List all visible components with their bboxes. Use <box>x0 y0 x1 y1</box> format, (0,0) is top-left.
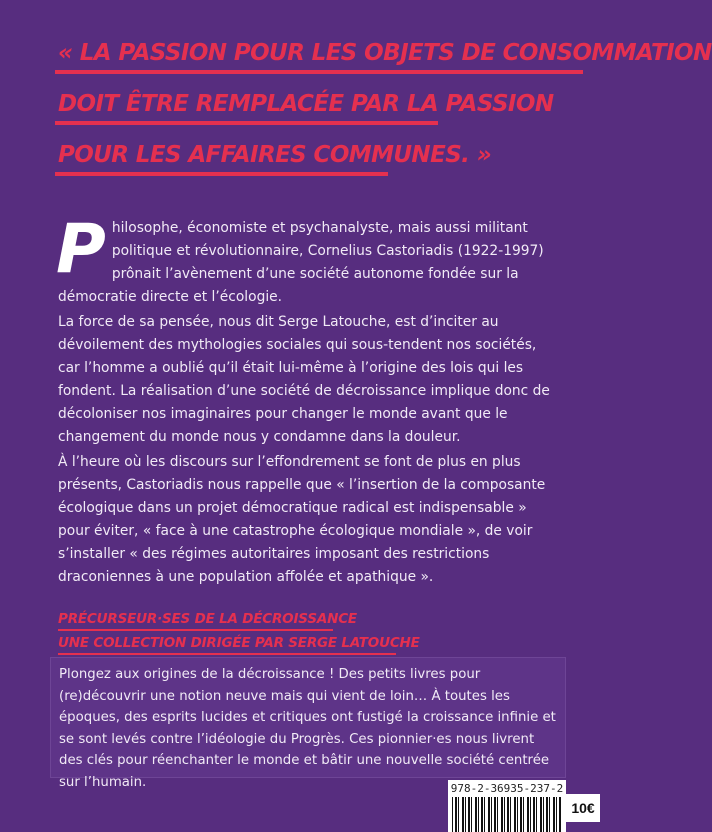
quote-line-3: POUR LES AFFAIRES COMMUNES. » <box>55 140 388 176</box>
quote-line-2: DOIT ÊTRE REMPLACÉE PAR LA PASSION <box>55 89 438 125</box>
quote-line-1: « LA PASSION POUR LES OBJETS DE CONSOMMATION <box>55 38 583 74</box>
drop-cap: P <box>56 210 106 289</box>
collection-blurb: Plongez aux origines de la décroissance ! Des petits livres pour (re)découvrir une notion neuve mais qui vient de loin… À toutes les époques, des esprits lucides et critiques ont fustigé la croissance infinie et se sont levés contre l’idéologie du Progrès. Ces pionnier·es nous livrent des clés pour réenchanter le monde et bâtir une nouvelle société centrée sur l’humain. <box>59 667 556 790</box>
price-tag: 10€ <box>566 794 600 822</box>
collection-title: PRÉCURSEUR·SES DE LA DÉCROISSANCE <box>58 609 333 631</box>
pull-quote <box>58 38 712 191</box>
paragraph-3: À l’heure où les discours sur l’effondrement se font de plus en plus présents, Castoriadis nous rappelle que « l’insertion de la composante écologique dans un projet démocratique radical est indispensable » pour éviter, « face à une catastrophe écologique mondiale », de voir s’installer « des régimes autoritaires imposant des restrictions draconiennes à une population affolée et apathique ». <box>58 454 546 585</box>
collection-heading <box>58 609 420 657</box>
intro-text: hilosophe, économiste et psychanalyste, mais aussi militant politique et révolutionnaire, Cornelius Castoriadis (1922-1997) prônait l’avènement d’une société autonome fondée sur la démocratie directe et l’écologie. <box>58 220 544 305</box>
paragraph-2: La force de sa pensée, nous dit Serge Latouche, est d’inciter au dévoilement des mythologies sociales qui sous-tendent nos sociétés, car l’homme a oublié qu’il était lui-même à l’origine des lois qui les fondent. La réalisation d’une société de décroissance implique donc de décoloniser nos imaginaires pour changer le monde avant que le changement du monde nous y condamne dans la douleur. <box>58 314 550 445</box>
barcode-bars <box>452 797 562 832</box>
isbn-number: 978-2-36935-237-2 <box>450 782 564 795</box>
barcode <box>448 780 566 832</box>
intro-paragraph <box>56 210 558 309</box>
collection-subtitle: UNE COLLECTION DIRIGÉE PAR SERGE LATOUCHE <box>58 633 396 655</box>
